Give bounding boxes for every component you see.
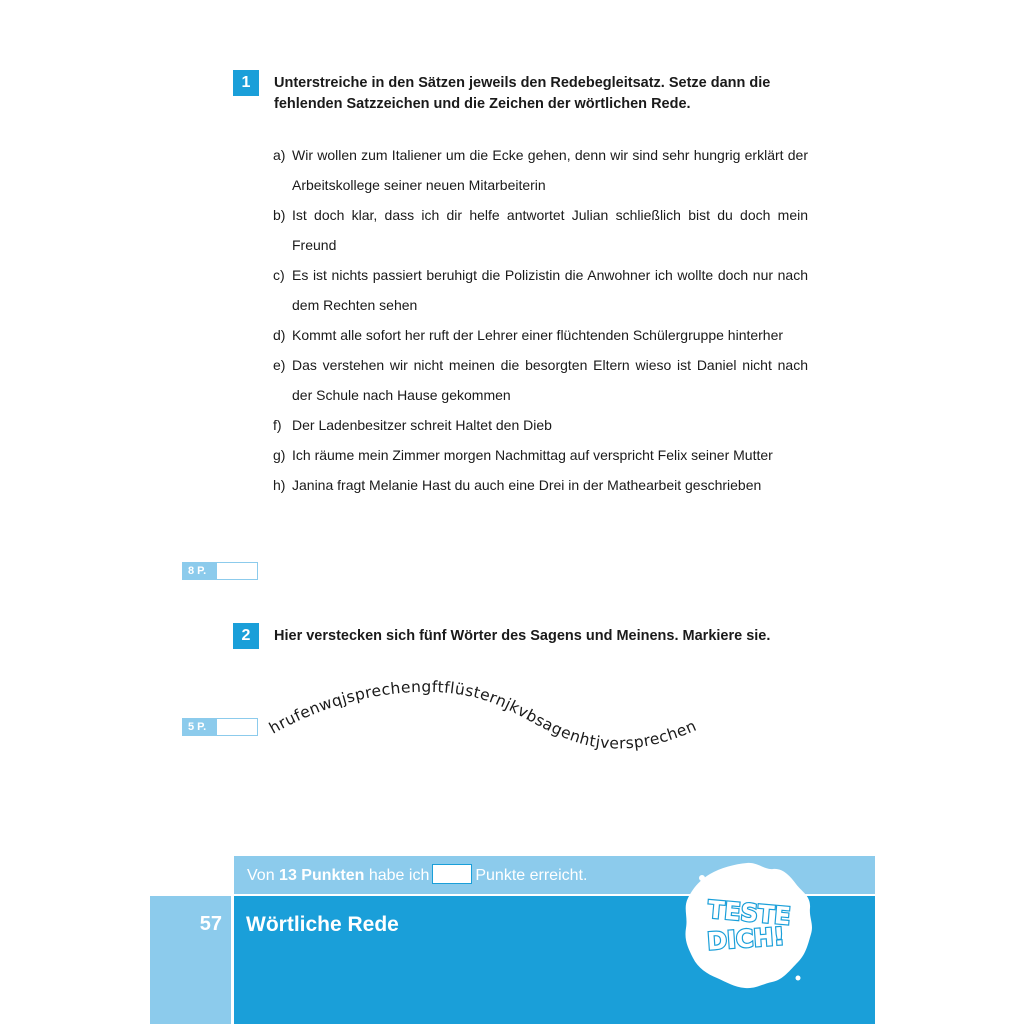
exercise-item-c	[273, 260, 808, 320]
exercise-sentence: Das verstehen wir nicht meinen die besorgten Eltern wieso ist Daniel nicht nach der Schule nach Hause gekommen	[292, 357, 808, 403]
teste-dich-stamp	[680, 858, 815, 993]
exercise-item-e	[273, 350, 808, 410]
task-1-instruction	[274, 73, 770, 115]
score-total: 13 Punkten	[279, 867, 365, 884]
score-summary-text	[247, 856, 587, 896]
exercise-sentence: Ich räume mein Zimmer morgen Nachmittag auf verspricht Felix seiner Mutter	[292, 447, 773, 463]
exercise-sentence: Es ist nichts passiert beruhigt die Polizistin die Anwohner ich wollte doch nur nach dem Rechten sehen	[292, 267, 808, 313]
score-middle: habe ich	[368, 867, 430, 884]
chapter-title: Wörtliche Rede	[246, 913, 399, 936]
task-2-points-field[interactable]	[216, 718, 258, 736]
task-2-instruction: Hier verstecken sich fünf Wörter des Sagens und Meinens. Markiere sie.	[274, 628, 771, 644]
exercise-item-d	[273, 320, 808, 350]
task-2-number: 2	[233, 623, 259, 649]
exercise-letter: e)	[273, 357, 286, 373]
score-prefix: Von	[247, 867, 275, 884]
score-input-field[interactable]	[432, 864, 472, 884]
exercise-sentence: Ist doch klar, dass ich dir helfe antwortet Julian schließlich bist du doch mein Freund	[292, 207, 808, 253]
exercise-sentence: Janina fragt Melanie Hast du auch eine Drei in der Mathearbeit geschrieben	[292, 477, 762, 493]
exercise-letter: c)	[273, 267, 285, 283]
exercise-letter: h)	[273, 477, 286, 493]
letter-snake-text	[266, 678, 699, 753]
task-1-instruction-line-2: fehlenden Satzzeichen und die Zeichen der wörtlichen Rede.	[274, 96, 691, 112]
exercise-letter: b)	[273, 207, 286, 223]
exercise-letter: g)	[273, 447, 286, 463]
task-2-points-label: 5 P.	[182, 718, 216, 736]
letter-snake-letters: hrufenwqjsprechengftflüsternjkvbsagenhtjversprechen	[266, 677, 700, 753]
task-1-points-field[interactable]	[216, 562, 258, 580]
stamp-line-2: DICH!	[706, 922, 786, 956]
exercise-item-f	[273, 410, 808, 440]
exercise-sentence: Der Ladenbesitzer schreit Haltet den Dieb	[292, 417, 552, 433]
exercise-letter: f)	[273, 417, 282, 433]
stamp-splash-dot	[699, 875, 705, 881]
exercise-item-g	[273, 440, 808, 470]
task-1-points-label: 8 P.	[182, 562, 216, 580]
task-1-exercise-list	[273, 140, 808, 500]
task-1-instruction-line-1: Unterstreiche in den Sätzen jeweils den Redebegleitsatz. Setze dann die	[274, 75, 771, 91]
exercise-letter: d)	[273, 327, 286, 343]
exercise-letter: a)	[273, 147, 286, 163]
exercise-item-h	[273, 470, 808, 500]
page-number: 57	[199, 913, 222, 935]
task-1-points-box	[182, 562, 258, 580]
stamp-splash-dot	[796, 976, 801, 981]
task-2-points-box	[182, 718, 258, 736]
stamp-line-1: TESTE	[706, 895, 792, 931]
score-suffix: Punkte erreicht.	[475, 867, 588, 884]
letter-snake[interactable]	[255, 660, 755, 770]
exercise-sentence: Kommt alle sofort her ruft der Lehrer einer flüchtenden Schülergruppe hinterher	[292, 327, 784, 343]
task-1-number: 1	[233, 70, 259, 96]
exercise-item-b	[273, 200, 808, 260]
exercise-item-a	[273, 140, 808, 200]
exercise-sentence: Wir wollen zum Italiener um die Ecke gehen, denn wir sind sehr hungrig erklärt der Arbeitskollege seiner neuen Mitarbeiterin	[292, 147, 808, 193]
